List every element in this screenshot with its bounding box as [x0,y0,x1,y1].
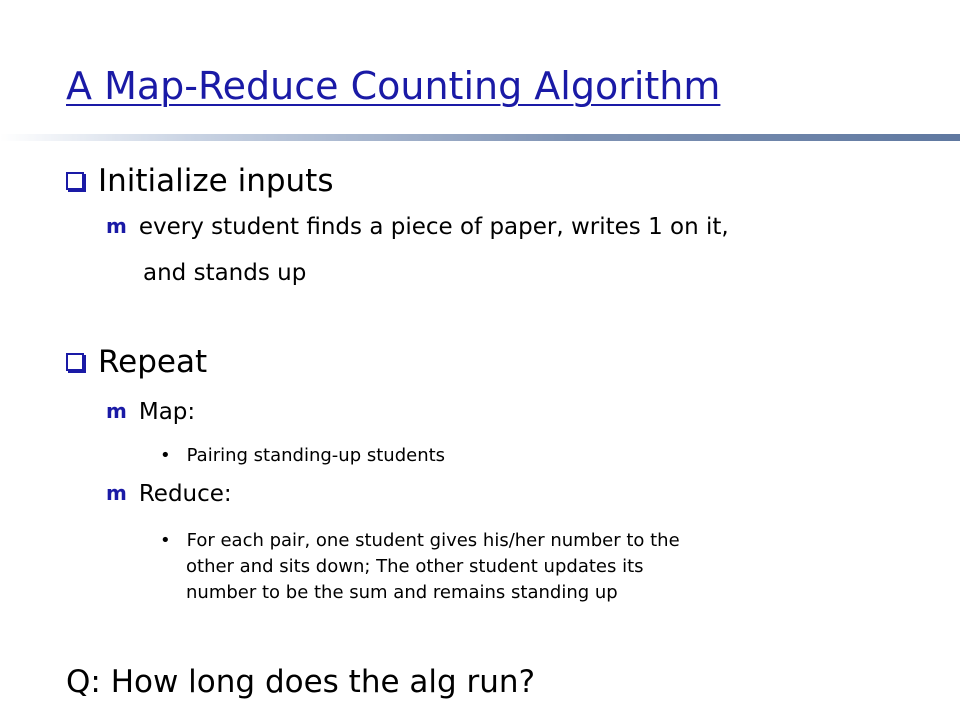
bullet-repeat [66,344,207,380]
bullet-text: Repeat [98,344,208,380]
detail-reduce-line1 [160,530,680,551]
m-bullet-icon: m [106,213,127,238]
bullet-text: other and sits down; The other student updates its [186,556,644,577]
square-checkbox-icon [66,353,84,371]
detail-reduce-line3 [186,582,618,603]
sub-bullet-map [106,399,195,425]
m-bullet-icon: m [106,480,127,505]
sub-bullet-every-student [106,214,729,240]
square-checkbox-icon [66,172,84,190]
bullet-text: Reduce: [138,481,232,507]
dot-bullet-icon: • [160,530,171,551]
title-divider [0,134,960,141]
m-bullet-icon: m [106,398,127,423]
question-text: Q: How long does the alg run? [66,664,536,700]
bullet-text: and stands up [143,260,307,286]
bullet-text: For each pair, one student gives his/her number to the [186,530,680,551]
dot-bullet-icon: • [160,445,171,466]
bullet-text: Pairing standing-up students [186,445,446,466]
bullet-text: number to be the sum and remains standing up [186,582,618,603]
sub-bullet-continuation [143,260,306,286]
detail-pairing [160,445,445,466]
bullet-text: every student finds a piece of paper, writes 1 on it, [138,214,729,240]
slide-title: A Map-Reduce Counting Algorithm [66,64,721,108]
bullet-text: Initialize inputs [98,163,334,199]
bullet-initialize-inputs [66,163,333,199]
detail-reduce-line2 [186,556,644,577]
sub-bullet-reduce [106,481,232,507]
bullet-text: Map: [138,399,196,425]
